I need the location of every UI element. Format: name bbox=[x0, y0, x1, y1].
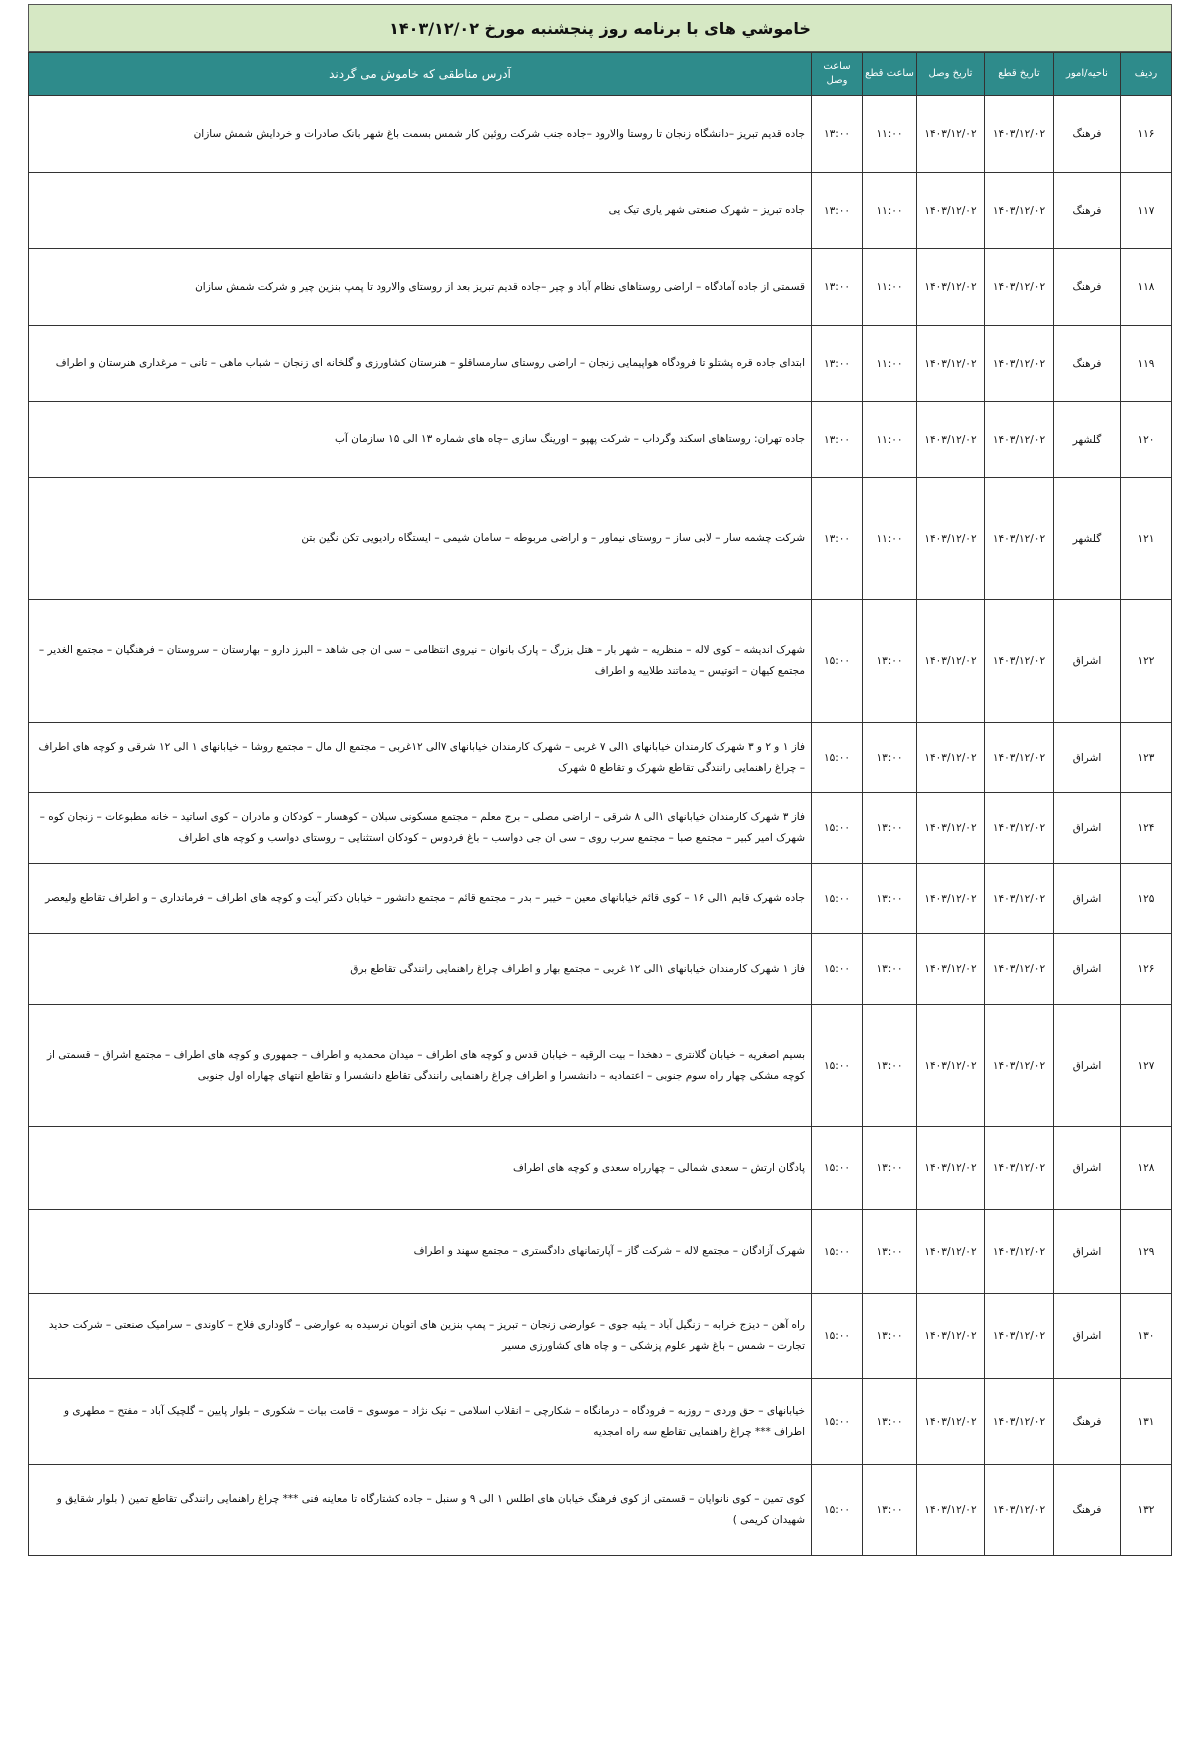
row-number-cell: ۱۲۵ bbox=[1121, 864, 1172, 934]
time-connect-cell: ۱۵:۰۰ bbox=[812, 1005, 863, 1127]
table-row bbox=[29, 600, 1172, 723]
date-cut-cell: ۱۴۰۳/۱۲/۰۲ bbox=[985, 402, 1054, 478]
time-connect-cell: ۱۵:۰۰ bbox=[812, 1465, 863, 1556]
time-connect-cell: ۱۳:۰۰ bbox=[812, 326, 863, 402]
table-row bbox=[29, 402, 1172, 478]
area-cell: فرهنگ bbox=[1054, 1379, 1121, 1465]
area-cell: فرهنگ bbox=[1054, 326, 1121, 402]
address-cell: کوی تمین – کوی نانوایان – قسمتی از کوی فرهنگ خیابان های اطلس ۱ الی ۹ و سنبل – جاده کشتارگاه تا معاینه فنی *** چراغ راهنمایی رانندگی تقاطع تمین ( بلوار شقایق و شهیدان کریمی ) bbox=[29, 1465, 812, 1556]
time-connect-cell: ۱۳:۰۰ bbox=[812, 173, 863, 249]
time-cut-cell: ۱۱:۰۰ bbox=[863, 478, 917, 600]
address-cell: فاز ۱ و ۲ و ۳ شهرک کارمندان خیابانهای ۱الی ۷ غربی – شهرک کارمندان خیابانهای ۷الی ۱۲غربی – مجتمع ال مال – مجتمع روشا – خیابانهای ۱ الی ۱۲ شرقی و کوچه های اطراف – چراغ راهنمایی رانندگی تقاطع شهرک و تقاطع ۵ شهرک bbox=[29, 723, 812, 793]
date-cut-cell: ۱۴۰۳/۱۲/۰۲ bbox=[985, 723, 1054, 793]
header-date-connect: تاریخ وصل bbox=[917, 53, 985, 96]
address-cell: قسمتی از جاده آمادگاه – اراضی روستاهای نظام آباد و چیر –جاده قدیم تبریز بعد از روستای والارود تا پمپ بنزین چیر و شرکت شمش سازان bbox=[29, 249, 812, 326]
date-connect-cell: ۱۴۰۳/۱۲/۰۲ bbox=[917, 402, 985, 478]
row-number-cell: ۱۲۹ bbox=[1121, 1210, 1172, 1294]
area-cell: گلشهر bbox=[1054, 402, 1121, 478]
table-row bbox=[29, 326, 1172, 402]
row-number-cell: ۱۲۶ bbox=[1121, 934, 1172, 1005]
address-cell: جاده تهران: روستاهای اسکند وگرداب – شرکت پهپو – اورینگ سازی –چاه های شماره ۱۳ الی ۱۵ سازمان آب bbox=[29, 402, 812, 478]
date-cut-cell: ۱۴۰۳/۱۲/۰۲ bbox=[985, 1379, 1054, 1465]
table-row bbox=[29, 1210, 1172, 1294]
date-connect-cell: ۱۴۰۳/۱۲/۰۲ bbox=[917, 864, 985, 934]
area-cell: فرهنگ bbox=[1054, 173, 1121, 249]
date-connect-cell: ۱۴۰۳/۱۲/۰۲ bbox=[917, 1465, 985, 1556]
header-time-connect: ساعت وصل bbox=[812, 53, 863, 96]
table-header-row bbox=[29, 53, 1172, 96]
row-number-cell: ۱۳۰ bbox=[1121, 1294, 1172, 1379]
time-cut-cell: ۱۱:۰۰ bbox=[863, 96, 917, 173]
date-connect-cell: ۱۴۰۳/۱۲/۰۲ bbox=[917, 723, 985, 793]
address-cell: شهرک آزادگان – مجتمع لاله – شرکت گاز – آپارتمانهای دادگستری – مجتمع سهند و اطراف bbox=[29, 1210, 812, 1294]
time-cut-cell: ۱۳:۰۰ bbox=[863, 864, 917, 934]
time-cut-cell: ۱۳:۰۰ bbox=[863, 1379, 917, 1465]
time-cut-cell: ۱۳:۰۰ bbox=[863, 1210, 917, 1294]
time-cut-cell: ۱۳:۰۰ bbox=[863, 934, 917, 1005]
time-cut-cell: ۱۱:۰۰ bbox=[863, 326, 917, 402]
table-row bbox=[29, 864, 1172, 934]
time-cut-cell: ۱۳:۰۰ bbox=[863, 1465, 917, 1556]
time-connect-cell: ۱۵:۰۰ bbox=[812, 600, 863, 723]
date-cut-cell: ۱۴۰۳/۱۲/۰۲ bbox=[985, 934, 1054, 1005]
page-title: خاموشي های با برنامه روز پنجشنبه مورخ ۱۴۰۳/۱۲/۰۲ bbox=[28, 4, 1172, 52]
area-cell: اشراق bbox=[1054, 864, 1121, 934]
table-row bbox=[29, 1379, 1172, 1465]
table-row bbox=[29, 249, 1172, 326]
table-row bbox=[29, 1465, 1172, 1556]
row-number-cell: ۱۲۰ bbox=[1121, 402, 1172, 478]
date-connect-cell: ۱۴۰۳/۱۲/۰۲ bbox=[917, 1127, 985, 1210]
row-number-cell: ۱۳۲ bbox=[1121, 1465, 1172, 1556]
date-connect-cell: ۱۴۰۳/۱۲/۰۲ bbox=[917, 326, 985, 402]
table-row bbox=[29, 1005, 1172, 1127]
area-cell: اشراق bbox=[1054, 1294, 1121, 1379]
row-number-cell: ۱۲۳ bbox=[1121, 723, 1172, 793]
address-cell: جاده شهرک قایم ۱الی ۱۶ – کوی قائم خیابانهای معین – خیبر – بدر – مجتمع قائم – مجتمع دانشور – خیابان دکتر آیت و کوچه های اطراف – فرمانداری – و اطراف تقاطع ولیعصر bbox=[29, 864, 812, 934]
address-cell: بسیم اصغریه – خیابان گلانتری – دهخدا – بیت الرقیه – خیابان قدس و کوچه های اطراف – میدان محمدیه و اطراف – جمهوری و کوچه های اطراف – مجتمع اشراق – قسمتی از کوچه مشکی چهار راه سوم جنوبی – اعتمادیه – دانشسرا و اطراف چراغ راهنمایی رانندگی تقاطع دانشسرا و تقاطع انتهای چهاراه اول جنوبی bbox=[29, 1005, 812, 1127]
date-connect-cell: ۱۴۰۳/۱۲/۰۲ bbox=[917, 1379, 985, 1465]
date-cut-cell: ۱۴۰۳/۱۲/۰۲ bbox=[985, 1210, 1054, 1294]
table-row bbox=[29, 934, 1172, 1005]
time-connect-cell: ۱۵:۰۰ bbox=[812, 864, 863, 934]
address-cell: جاده قدیم تبریز –دانشگاه زنجان تا روستا والارود –جاده جنب شرکت روئین کار شمس بسمت باغ شهر بانک صادرات و خردایش شمش سازان bbox=[29, 96, 812, 173]
time-cut-cell: ۱۳:۰۰ bbox=[863, 1005, 917, 1127]
time-cut-cell: ۱۳:۰۰ bbox=[863, 1294, 917, 1379]
area-cell: فرهنگ bbox=[1054, 1465, 1121, 1556]
table-row bbox=[29, 793, 1172, 864]
row-number-cell: ۱۱۸ bbox=[1121, 249, 1172, 326]
outage-table bbox=[28, 52, 1172, 1556]
address-cell: ابتدای جاده قره پشتلو تا فرودگاه هواپیمایی زنجان – اراضی روستای سارمساقلو – هنرستان کشاورزی و گلخانه ای زنجان – شباب ماهی – تانی – مرغداری هنرستان و اطراف bbox=[29, 326, 812, 402]
date-connect-cell: ۱۴۰۳/۱۲/۰۲ bbox=[917, 173, 985, 249]
table-body bbox=[29, 96, 1172, 1556]
date-cut-cell: ۱۴۰۳/۱۲/۰۲ bbox=[985, 173, 1054, 249]
date-connect-cell: ۱۴۰۳/۱۲/۰۲ bbox=[917, 934, 985, 1005]
row-number-cell: ۱۲۷ bbox=[1121, 1005, 1172, 1127]
date-cut-cell: ۱۴۰۳/۱۲/۰۲ bbox=[985, 864, 1054, 934]
date-cut-cell: ۱۴۰۳/۱۲/۰۲ bbox=[985, 326, 1054, 402]
address-cell: پادگان ارتش – سعدی شمالی – چهارراه سعدی و کوچه های اطراف bbox=[29, 1127, 812, 1210]
date-connect-cell: ۱۴۰۳/۱۲/۰۲ bbox=[917, 249, 985, 326]
time-cut-cell: ۱۳:۰۰ bbox=[863, 1127, 917, 1210]
table-row bbox=[29, 723, 1172, 793]
date-cut-cell: ۱۴۰۳/۱۲/۰۲ bbox=[985, 1005, 1054, 1127]
time-connect-cell: ۱۳:۰۰ bbox=[812, 249, 863, 326]
table-row bbox=[29, 1294, 1172, 1379]
date-cut-cell: ۱۴۰۳/۱۲/۰۲ bbox=[985, 96, 1054, 173]
time-connect-cell: ۱۵:۰۰ bbox=[812, 1294, 863, 1379]
time-connect-cell: ۱۵:۰۰ bbox=[812, 723, 863, 793]
table-row bbox=[29, 96, 1172, 173]
address-cell: فاز ۱ شهرک کارمندان خیابانهای ۱الی ۱۲ غربی – مجتمع بهار و اطراف چراغ راهنمایی رانندگی تقاطع برق bbox=[29, 934, 812, 1005]
date-cut-cell: ۱۴۰۳/۱۲/۰۲ bbox=[985, 793, 1054, 864]
date-connect-cell: ۱۴۰۳/۱۲/۰۲ bbox=[917, 478, 985, 600]
date-cut-cell: ۱۴۰۳/۱۲/۰۲ bbox=[985, 1465, 1054, 1556]
date-cut-cell: ۱۴۰۳/۱۲/۰۲ bbox=[985, 249, 1054, 326]
address-cell: راه آهن – دیزج خرابه – زنگیل آباد – یئیه جوی – عوارضی زنجان – تبریز – پمپ بنزین های اتوبان نرسیده به عوارضی – گاوداری فلاح – کاوندی – سرامیک صنعتی – شرکت حدید تجارت – شمس – باغ شهر علوم پزشکی – و چاه های کشاورزی مسیر bbox=[29, 1294, 812, 1379]
date-cut-cell: ۱۴۰۳/۱۲/۰۲ bbox=[985, 600, 1054, 723]
area-cell: اشراق bbox=[1054, 1005, 1121, 1127]
row-number-cell: ۱۱۹ bbox=[1121, 326, 1172, 402]
date-cut-cell: ۱۴۰۳/۱۲/۰۲ bbox=[985, 478, 1054, 600]
row-number-cell: ۱۲۴ bbox=[1121, 793, 1172, 864]
time-connect-cell: ۱۵:۰۰ bbox=[812, 934, 863, 1005]
time-cut-cell: ۱۱:۰۰ bbox=[863, 173, 917, 249]
date-connect-cell: ۱۴۰۳/۱۲/۰۲ bbox=[917, 600, 985, 723]
time-cut-cell: ۱۳:۰۰ bbox=[863, 793, 917, 864]
time-cut-cell: ۱۳:۰۰ bbox=[863, 723, 917, 793]
row-number-cell: ۱۱۷ bbox=[1121, 173, 1172, 249]
table-row bbox=[29, 478, 1172, 600]
address-cell: شرکت چشمه سار – لابی ساز – روستای نیماور – و اراضی مربوطه – سامان شیمی – ایستگاه رادیویی تکن نگین بتن bbox=[29, 478, 812, 600]
area-cell: اشراق bbox=[1054, 793, 1121, 864]
time-connect-cell: ۱۵:۰۰ bbox=[812, 793, 863, 864]
area-cell: فرهنگ bbox=[1054, 249, 1121, 326]
time-connect-cell: ۱۵:۰۰ bbox=[812, 1127, 863, 1210]
row-number-cell: ۱۲۲ bbox=[1121, 600, 1172, 723]
address-cell: فاز ۳ شهرک کارمندان خیابانهای ۱الی ۸ شرقی – اراضی مصلی – برج معلم – مجتمع مسکونی سبلان – کوهسار – کودکان و مادران – کوی اساتید – خانه مطبوعات – زنجان کوه – شهرک امیر کبیر – مجتمع صبا – مجتمع سرب روی – سی ان جی دواسب – باغ فردوس – کودکان استثنایی – روستای دواسب و کوچه های اطراف bbox=[29, 793, 812, 864]
time-cut-cell: ۱۱:۰۰ bbox=[863, 249, 917, 326]
time-cut-cell: ۱۳:۰۰ bbox=[863, 600, 917, 723]
time-connect-cell: ۱۵:۰۰ bbox=[812, 1210, 863, 1294]
row-number-cell: ۱۲۱ bbox=[1121, 478, 1172, 600]
area-cell: فرهنگ bbox=[1054, 96, 1121, 173]
table-row bbox=[29, 173, 1172, 249]
address-cell: جاده تبریز – شهرک صنعتی شهر یاری تیک یی bbox=[29, 173, 812, 249]
date-connect-cell: ۱۴۰۳/۱۲/۰۲ bbox=[917, 96, 985, 173]
date-connect-cell: ۱۴۰۳/۱۲/۰۲ bbox=[917, 793, 985, 864]
date-connect-cell: ۱۴۰۳/۱۲/۰۲ bbox=[917, 1294, 985, 1379]
address-cell: شهرک اندیشه – کوی لاله – منظریه – شهر بار – هتل بزرگ – پارک بانوان – نیروی انتظامی – سی ان جی شاهد – البرز دارو – بهارستان – سروستان – فرهنگیان – مجتمع الغدیر – مجتمع کیهان – اتوتیس – یدماتند طلاییه و اطراف bbox=[29, 600, 812, 723]
area-cell: اشراق bbox=[1054, 1127, 1121, 1210]
row-number-cell: ۱۲۸ bbox=[1121, 1127, 1172, 1210]
time-connect-cell: ۱۳:۰۰ bbox=[812, 402, 863, 478]
row-number-cell: ۱۱۶ bbox=[1121, 96, 1172, 173]
row-number-cell: ۱۳۱ bbox=[1121, 1379, 1172, 1465]
date-connect-cell: ۱۴۰۳/۱۲/۰۲ bbox=[917, 1210, 985, 1294]
outage-sheet bbox=[28, 4, 1172, 1556]
date-connect-cell: ۱۴۰۳/۱۲/۰۲ bbox=[917, 1005, 985, 1127]
area-cell: اشراق bbox=[1054, 723, 1121, 793]
time-connect-cell: ۱۳:۰۰ bbox=[812, 478, 863, 600]
time-cut-cell: ۱۱:۰۰ bbox=[863, 402, 917, 478]
header-time-cut: ساعت قطع bbox=[863, 53, 917, 96]
area-cell: گلشهر bbox=[1054, 478, 1121, 600]
date-cut-cell: ۱۴۰۳/۱۲/۰۲ bbox=[985, 1127, 1054, 1210]
area-cell: اشراق bbox=[1054, 934, 1121, 1005]
address-cell: خیابانهای – حق وردی – روزبه – فرودگاه – درمانگاه – شکارچی – انقلاب اسلامی – نیک نژاد – موسوی – قامت بیات – شکوری – بلوار پایین – گلچیک آباد – مفتح – مطهری و اطراف *** چراغ راهنمایی تقاطع سه راه امجدیه bbox=[29, 1379, 812, 1465]
table-row bbox=[29, 1127, 1172, 1210]
time-connect-cell: ۱۳:۰۰ bbox=[812, 96, 863, 173]
header-address: آدرس مناطقی که خاموش می گردند bbox=[29, 53, 812, 96]
date-cut-cell: ۱۴۰۳/۱۲/۰۲ bbox=[985, 1294, 1054, 1379]
header-row-number: ردیف bbox=[1121, 53, 1172, 96]
time-connect-cell: ۱۵:۰۰ bbox=[812, 1379, 863, 1465]
header-area: ناحیه/امور bbox=[1054, 53, 1121, 96]
area-cell: اشراق bbox=[1054, 600, 1121, 723]
header-date-cut: تاریخ قطع bbox=[985, 53, 1054, 96]
area-cell: اشراق bbox=[1054, 1210, 1121, 1294]
